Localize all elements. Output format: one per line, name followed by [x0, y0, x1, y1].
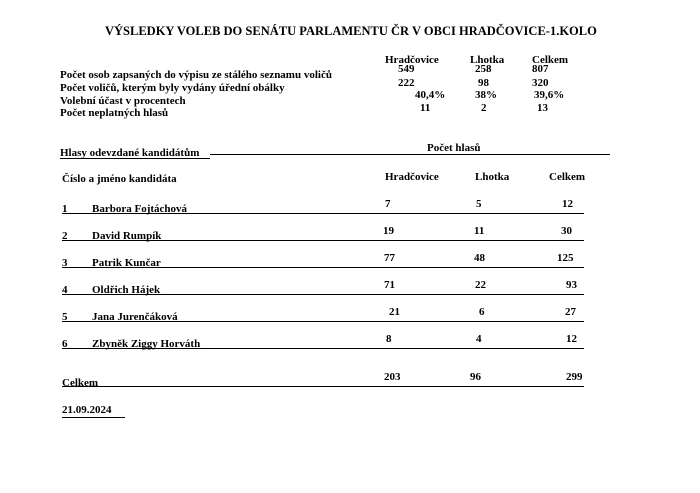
candidate-col-lhotka: Lhotka [475, 171, 510, 183]
candidate-votes-lhotka: 48 [474, 252, 485, 264]
stat-value: 39,6% [534, 89, 565, 101]
candidate-votes-total: 12 [566, 333, 577, 345]
stat-value: 2 [481, 102, 487, 114]
candidate-votes-hradcovice: 21 [389, 306, 400, 318]
candidate-number: 1 [62, 203, 68, 215]
candidate-votes-total: 125 [557, 252, 574, 264]
candidate-votes-total: 12 [562, 198, 573, 210]
document-date: 21.09.2024 [62, 404, 112, 416]
candidate-votes-total: 27 [565, 306, 576, 318]
candidate-col-celkem: Celkem [549, 171, 586, 183]
candidate-col-hradcovice: Hradčovice [385, 171, 439, 183]
candidate-number: 4 [62, 284, 68, 296]
candidate-votes-lhotka: 11 [474, 225, 485, 237]
candidate-name: Zbyněk Ziggy Horváth [92, 338, 201, 350]
date-underline [62, 417, 125, 418]
votes-header-rule [210, 154, 610, 155]
stat-value: 807 [532, 63, 549, 75]
candidate-votes-hradcovice: 71 [384, 279, 395, 291]
votes-section-label: Hlasy odevzdané kandidátům [60, 147, 200, 159]
candidate-row-rule [62, 294, 584, 295]
stat-label-envelopes: Počet voličů, kterým byly vydány úřední obálky [60, 82, 285, 94]
candidate-votes-lhotka: 5 [476, 198, 482, 210]
candidate-number: 2 [62, 230, 68, 242]
stat-value: 222 [398, 77, 415, 89]
stat-value: 38% [475, 89, 497, 101]
stat-value: 258 [475, 63, 492, 75]
candidate-header: Číslo a jméno kandidáta [62, 173, 177, 185]
votes-section-header: Počet hlasů [427, 142, 481, 154]
stat-value: 40,4% [415, 89, 446, 101]
candidate-votes-hradcovice: 19 [383, 225, 394, 237]
stat-label-turnout: Volební účast v procentech [60, 95, 186, 107]
candidate-votes-lhotka: 6 [479, 306, 485, 318]
total-overall: 299 [566, 371, 583, 383]
candidate-votes-total: 30 [561, 225, 572, 237]
candidate-name: Barbora Fojtáchová [92, 203, 188, 215]
candidate-name: Patrik Kunčar [92, 257, 161, 269]
stats-col-hradcovice: Hradčovice [385, 54, 439, 66]
candidate-votes-hradcovice: 7 [385, 198, 391, 210]
total-hradcovice: 203 [384, 371, 401, 383]
document-title: VÝSLEDKY VOLEB DO SENÁTU PARLAMENTU ČR V OBCI HRADČOVICE-1.KOLO [105, 24, 597, 38]
stat-value: 98 [478, 77, 489, 89]
total-row-rule [62, 386, 584, 387]
stat-value: 320 [532, 77, 549, 89]
candidate-number: 6 [62, 338, 68, 350]
candidate-row-rule [62, 267, 584, 268]
candidate-votes-hradcovice: 77 [384, 252, 395, 264]
candidate-name: Jana Jurenčáková [92, 311, 178, 323]
candidate-row-rule [62, 240, 584, 241]
votes-label-underline [60, 158, 210, 159]
candidate-number: 5 [62, 311, 68, 323]
candidate-name: Oldřich Hájek [92, 284, 161, 296]
stats-col-lhotka: Lhotka [470, 54, 505, 66]
stat-value: 13 [537, 102, 548, 114]
total-label: Celkem [62, 377, 99, 389]
candidate-votes-lhotka: 22 [475, 279, 486, 291]
stat-value: 549 [398, 63, 415, 75]
candidate-row-rule [62, 213, 584, 214]
stat-value: 11 [420, 102, 431, 114]
candidate-name: David Rumpík [92, 230, 162, 242]
candidate-number: 3 [62, 257, 68, 269]
candidate-row-rule [62, 321, 584, 322]
stats-col-celkem: Celkem [532, 54, 569, 66]
candidate-row-rule [62, 348, 584, 349]
stat-label-registered: Počet osob zapsaných do výpisu ze stálého seznamu voličů [60, 69, 332, 81]
candidate-votes-hradcovice: 8 [386, 333, 392, 345]
stat-label-invalid: Počet neplatných hlasů [60, 107, 169, 119]
candidate-votes-lhotka: 4 [476, 333, 482, 345]
total-lhotka: 96 [470, 371, 481, 383]
candidate-votes-total: 93 [566, 279, 577, 291]
